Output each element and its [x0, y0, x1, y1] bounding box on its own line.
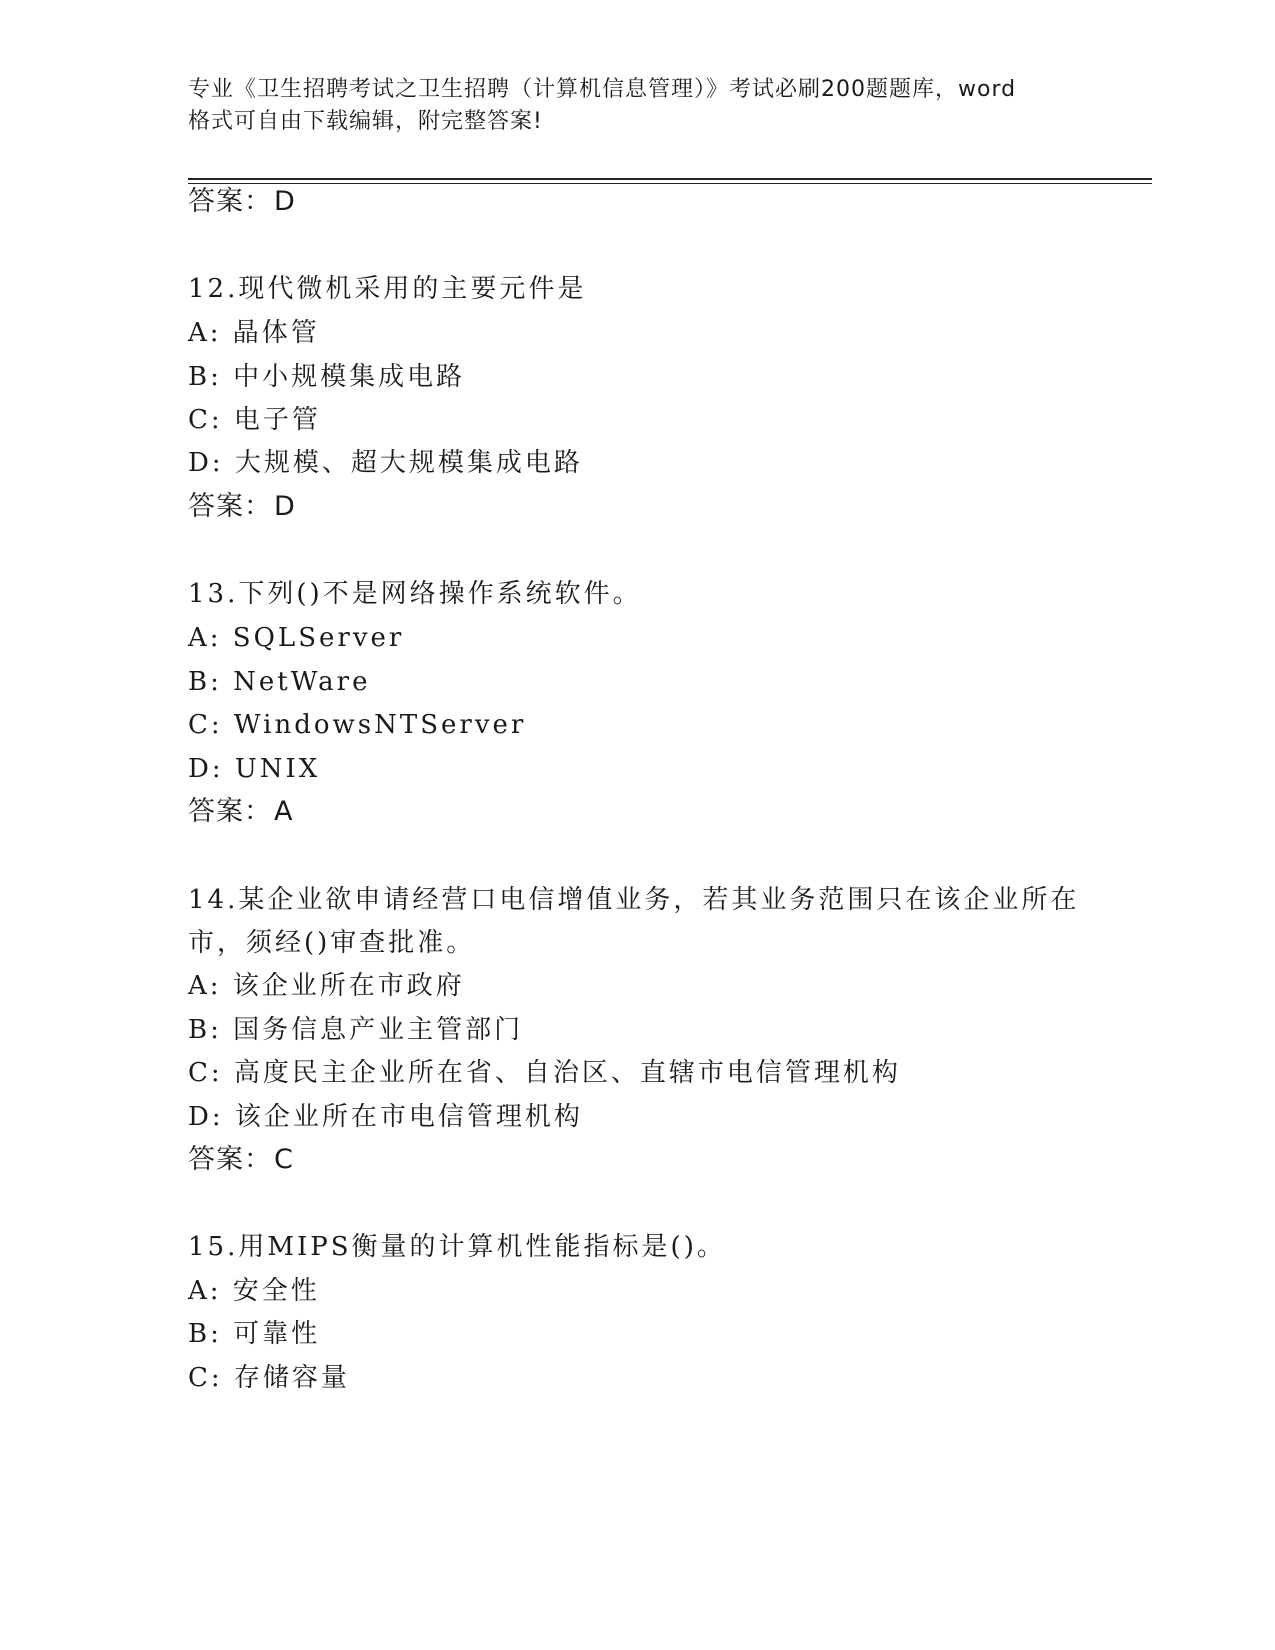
question-stem-line-2: 市，须经()审查批准。 [188, 928, 476, 958]
option-d: D: 该企业所在市电信管理机构 [188, 1102, 583, 1132]
option-b: B: 可靠性 [188, 1319, 321, 1349]
answer-label: 答案： [188, 491, 272, 522]
question-stem: 12.现代微机采用的主要元件是 [188, 274, 587, 304]
answer-label: 答案： [188, 186, 272, 217]
question-stem: 13.下列()不是网络操作系统软件。 [188, 579, 642, 609]
option-a: A: 该企业所在市政府 [188, 971, 465, 1001]
question-stem: 15.用MIPS衡量的计算机性能指标是()。 [188, 1232, 726, 1262]
answer-line [188, 490, 296, 524]
header-divider [188, 178, 1152, 180]
answer-label: 答案： [188, 1144, 272, 1175]
header-divider-thin [188, 183, 1152, 184]
option-a: A: 安全性 [188, 1276, 320, 1306]
answer-value: D [274, 491, 296, 522]
answer-line [188, 1143, 294, 1177]
answer-value: A [274, 796, 294, 827]
answer-line [188, 185, 296, 219]
answer-label: 答案： [188, 796, 272, 827]
question-stem-line-1: 14.某企业欲申请经营口电信增值业务，若其业务范围只在该企业所在 [188, 885, 1080, 915]
option-a: A: 晶体管 [188, 318, 320, 348]
option-c: C: WindowsNTServer [188, 710, 527, 740]
option-b: B: 中小规模集成电路 [188, 362, 466, 392]
option-d: D: UNIX [188, 754, 321, 784]
option-b: B: NetWare [188, 667, 371, 697]
answer-value: D [274, 186, 296, 217]
answer-value: C [274, 1144, 294, 1175]
header-text-line-1: 专业《卫生招聘考试之卫生招聘（计算机信息管理）》考试必刷200题题库，word [188, 77, 1017, 102]
option-a: A: SQLServer [188, 623, 405, 653]
header-text-line-2: 格式可自由下载编辑，附完整答案! [188, 109, 543, 134]
option-d: D: 大规模、超大规模集成电路 [188, 448, 583, 478]
option-c: C: 存储容量 [188, 1363, 350, 1393]
answer-line [188, 795, 293, 829]
option-c: C: 电子管 [188, 405, 321, 435]
option-b: B: 国务信息产业主管部门 [188, 1015, 524, 1045]
option-c: C: 高度民主企业所在省、自治区、直辖市电信管理机构 [188, 1058, 901, 1088]
